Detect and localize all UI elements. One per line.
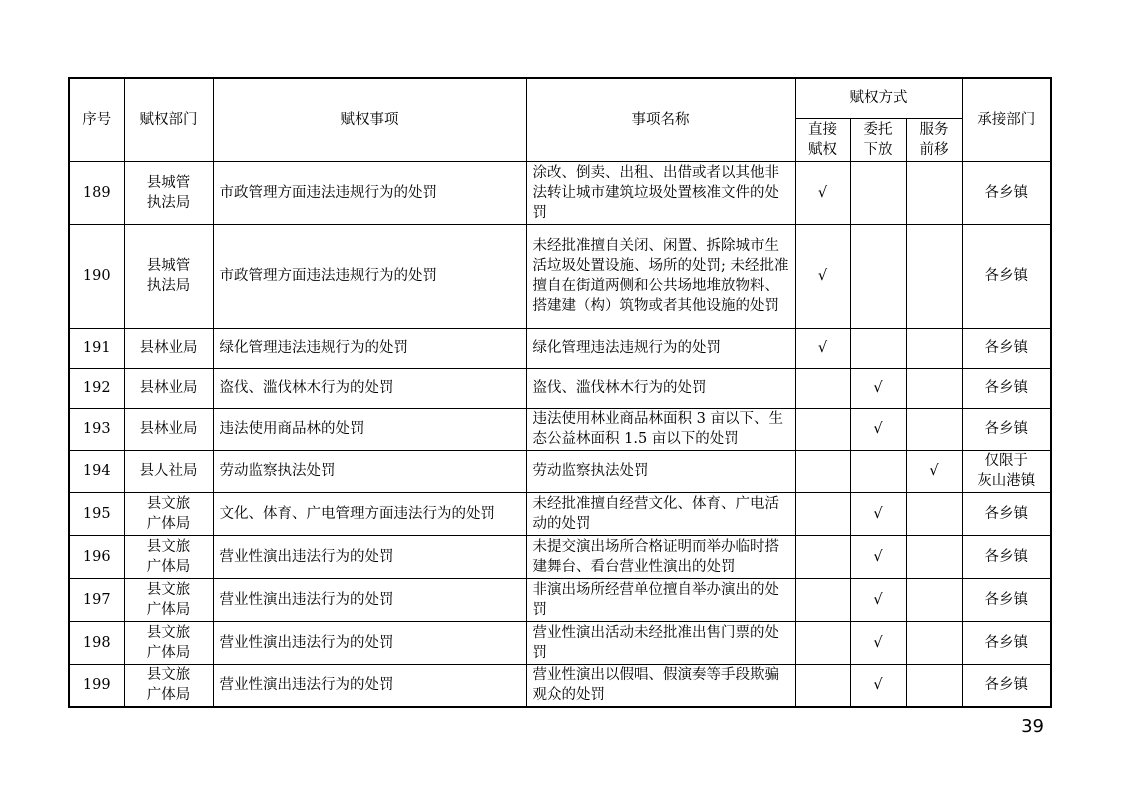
- row-dept: 县林业局: [124, 408, 213, 450]
- header-matter: 赋权事项: [213, 78, 526, 161]
- table-row: [69, 621, 1051, 664]
- row-direct-mark: [795, 578, 850, 621]
- row-direct-mark: [795, 450, 850, 492]
- row-receiver: 各乡镇: [962, 161, 1051, 224]
- row-service-mark: [906, 535, 962, 578]
- row-service-mark: [906, 368, 962, 408]
- row-index: 198: [69, 621, 124, 664]
- row-name: 未经批准擅自关闭、闲置、拆除城市生活垃圾处置设施、场所的处罚; 未经批准擅自在街道两侧和公共场地堆放物料、搭建建（构）筑物或者其他设施的处罚: [526, 224, 795, 328]
- row-dept: 县人社局: [124, 450, 213, 492]
- row-dept: 县城管 执法局: [124, 161, 213, 224]
- row-matter: 营业性演出违法行为的处罚: [213, 578, 526, 621]
- header-method-direct: 直接 赋权: [795, 118, 850, 161]
- row-entrust-mark: √: [850, 535, 906, 578]
- row-entrust-mark: √: [850, 492, 906, 535]
- row-index: 193: [69, 408, 124, 450]
- header-method-service: 服务 前移: [906, 118, 962, 161]
- row-name: 涂改、倒卖、出租、出借或者以其他非法转让城市建筑垃圾处置核准文件的处罚: [526, 161, 795, 224]
- row-direct-mark: √: [795, 328, 850, 368]
- row-direct-mark: [795, 408, 850, 450]
- row-entrust-mark: √: [850, 408, 906, 450]
- row-direct-mark: √: [795, 161, 850, 224]
- row-dept: 县文旅 广体局: [124, 492, 213, 535]
- header-receiver: 承接部门: [962, 78, 1051, 161]
- row-receiver: 各乡镇: [962, 535, 1051, 578]
- row-direct-mark: [795, 621, 850, 664]
- row-service-mark: [906, 224, 962, 328]
- row-dept: 县文旅 广体局: [124, 535, 213, 578]
- row-receiver: 各乡镇: [962, 328, 1051, 368]
- row-dept: 县文旅 广体局: [124, 621, 213, 664]
- row-receiver: 各乡镇: [962, 408, 1051, 450]
- row-matter: 绿化管理违法违规行为的处罚: [213, 328, 526, 368]
- row-matter: 营业性演出违法行为的处罚: [213, 535, 526, 578]
- row-service-mark: [906, 408, 962, 450]
- row-index: 191: [69, 328, 124, 368]
- row-name: 未提交演出场所合格证明而举办临时搭建舞台、看台营业性演出的处罚: [526, 535, 795, 578]
- row-name: 营业性演出以假唱、假演奏等手段欺骗观众的处罚: [526, 664, 795, 707]
- table-row: [69, 161, 1051, 224]
- table-row: [69, 578, 1051, 621]
- row-direct-mark: [795, 535, 850, 578]
- row-entrust-mark: √: [850, 368, 906, 408]
- table-body: [69, 161, 1051, 707]
- row-index: 195: [69, 492, 124, 535]
- table-row: [69, 368, 1051, 408]
- row-matter: 劳动监察执法处罚: [213, 450, 526, 492]
- row-service-mark: √: [906, 450, 962, 492]
- table-row: [69, 664, 1051, 707]
- table-row: [69, 408, 1051, 450]
- row-service-mark: [906, 578, 962, 621]
- row-matter: 营业性演出违法行为的处罚: [213, 664, 526, 707]
- row-entrust-mark: [850, 450, 906, 492]
- row-service-mark: [906, 492, 962, 535]
- header-method-entrust: 委托 下放: [850, 118, 906, 161]
- row-service-mark: [906, 664, 962, 707]
- row-index: 199: [69, 664, 124, 707]
- row-entrust-mark: √: [850, 578, 906, 621]
- row-dept: 县文旅 广体局: [124, 664, 213, 707]
- row-index: 192: [69, 368, 124, 408]
- header-method: 赋权方式: [795, 78, 962, 118]
- row-name: 劳动监察执法处罚: [526, 450, 795, 492]
- row-name: 违法使用林业商品林面积 3 亩以下、生态公益林面积 1.5 亩以下的处罚: [526, 408, 795, 450]
- row-index: 194: [69, 450, 124, 492]
- row-receiver: 仅限于 灰山港镇: [962, 450, 1051, 492]
- row-receiver: 各乡镇: [962, 621, 1051, 664]
- row-receiver: 各乡镇: [962, 578, 1051, 621]
- row-matter: 营业性演出违法行为的处罚: [213, 621, 526, 664]
- row-direct-mark: [795, 492, 850, 535]
- row-index: 197: [69, 578, 124, 621]
- row-matter: 文化、体育、广电管理方面违法行为的处罚: [213, 492, 526, 535]
- table-row: [69, 224, 1051, 328]
- row-receiver: 各乡镇: [962, 492, 1051, 535]
- row-entrust-mark: [850, 161, 906, 224]
- row-name: 营业性演出活动未经批准出售门票的处罚: [526, 621, 795, 664]
- row-name: 绿化管理违法违规行为的处罚: [526, 328, 795, 368]
- table-row: [69, 450, 1051, 492]
- row-dept: 县文旅 广体局: [124, 578, 213, 621]
- authorization-table: [68, 77, 1052, 708]
- row-receiver: 各乡镇: [962, 664, 1051, 707]
- row-entrust-mark: √: [850, 664, 906, 707]
- row-entrust-mark: [850, 328, 906, 368]
- header-name: 事项名称: [526, 78, 795, 161]
- row-receiver: 各乡镇: [962, 224, 1051, 328]
- row-service-mark: [906, 621, 962, 664]
- header-index: 序号: [69, 78, 124, 161]
- row-entrust-mark: [850, 224, 906, 328]
- row-index: 189: [69, 161, 124, 224]
- row-dept: 县城管 执法局: [124, 224, 213, 328]
- row-service-mark: [906, 161, 962, 224]
- row-name: 盗伐、滥伐林木行为的处罚: [526, 368, 795, 408]
- row-direct-mark: √: [795, 224, 850, 328]
- row-matter: 市政管理方面违法违规行为的处罚: [213, 161, 526, 224]
- table-row: [69, 535, 1051, 578]
- row-index: 196: [69, 535, 124, 578]
- row-dept: 县林业局: [124, 368, 213, 408]
- table-row: [69, 492, 1051, 535]
- row-direct-mark: [795, 664, 850, 707]
- row-name: 非演出场所经营单位擅自举办演出的处罚: [526, 578, 795, 621]
- header-row-1: [69, 78, 1051, 118]
- row-service-mark: [906, 328, 962, 368]
- row-matter: 违法使用商品林的处罚: [213, 408, 526, 450]
- row-dept: 县林业局: [124, 328, 213, 368]
- row-index: 190: [69, 224, 124, 328]
- header-dept: 赋权部门: [124, 78, 213, 161]
- row-direct-mark: [795, 368, 850, 408]
- row-matter: 盗伐、滥伐林木行为的处罚: [213, 368, 526, 408]
- row-name: 未经批准擅自经营文化、体育、广电活动的处罚: [526, 492, 795, 535]
- row-matter: 市政管理方面违法违规行为的处罚: [213, 224, 526, 328]
- table-row: [69, 328, 1051, 368]
- row-receiver: 各乡镇: [962, 368, 1051, 408]
- page-number: 39: [1021, 716, 1044, 737]
- row-entrust-mark: √: [850, 621, 906, 664]
